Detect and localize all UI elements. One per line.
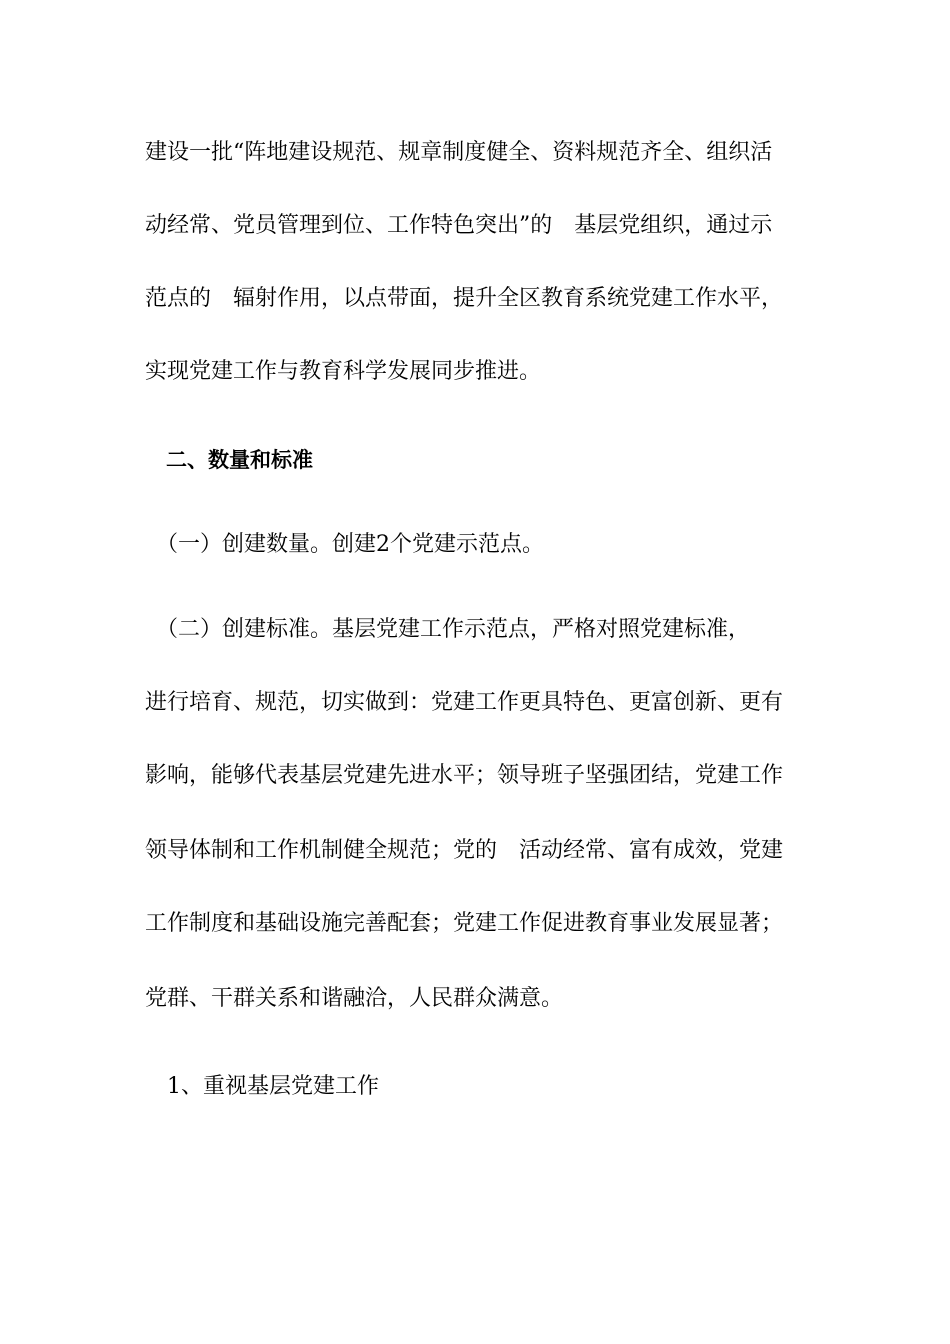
paragraph-line: 范点的 辐射作用，以点带面，提升全区教育系统党建工作水平，: [145, 286, 784, 311]
list-item-heading: 1、重视基层党建工作: [145, 1074, 379, 1099]
section-heading: 二、数量和标准: [145, 448, 313, 472]
paragraph-line: 党群、干群关系和谐融洽，人民群众满意。: [145, 986, 564, 1011]
paragraph-line: 影响，能够代表基层党建先进水平；领导班子坚强团结，党建工作: [145, 763, 784, 788]
paragraph-line: 工作制度和基础设施完善配套；党建工作促进教育事业发展显著；: [145, 911, 784, 936]
paragraph-line: 实现党建工作与教育科学发展同步推进。: [145, 359, 542, 384]
paragraph-line: （一）创建数量。创建2个党建示范点。: [145, 532, 544, 557]
paragraph-line: 进行培育、规范，切实做到：党建工作更具特色、更富创新、更有: [145, 690, 784, 715]
paragraph-line: （二）创建标准。基层党建工作示范点，严格对照党建标准，: [145, 617, 751, 642]
paragraph-line: 领导体制和工作机制健全规范；党的 活动经常、富有成效，党建: [145, 838, 784, 863]
paragraph-line: 动经常、党员管理到位、工作特色突出”的 基层党组织，通过示: [145, 213, 773, 238]
paragraph-line: 建设一批“阵地建设规范、规章制度健全、资料规范齐全、组织活: [145, 140, 773, 165]
